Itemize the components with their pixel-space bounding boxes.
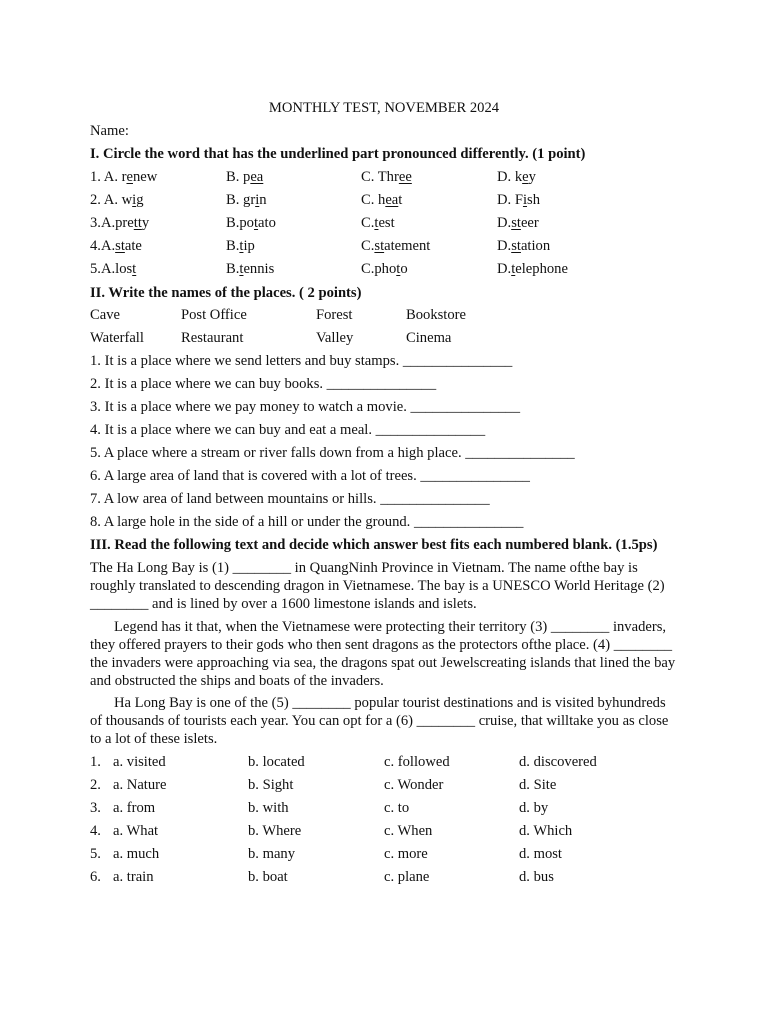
option-number: 4. <box>90 823 101 839</box>
underlined-part: i <box>522 192 528 208</box>
word-box-item: Cave <box>90 307 120 323</box>
answer-option: c. Wonder <box>384 777 444 793</box>
pronunciation-option: D.station <box>497 238 551 254</box>
pronunciation-option: C. Three <box>361 169 412 185</box>
section2-heading: II. Write the names of the places. ( 2 points) <box>90 285 362 301</box>
pronunciation-option: B.tip <box>226 238 255 254</box>
answer-option: b. boat <box>248 869 288 885</box>
option-number: 2. <box>90 777 101 793</box>
place-question: 1. It is a place where we send letters and buy stamps. _______________ <box>90 353 513 369</box>
word-box-item: Bookstore <box>406 307 466 323</box>
place-question: 8. A large hole in the side of a hill or under the ground. _______________ <box>90 514 524 530</box>
answer-option: a. visited <box>113 754 166 770</box>
word-box-item: Cinema <box>406 330 452 346</box>
underlined-part: t <box>239 261 244 277</box>
name-label: Name: <box>90 123 129 139</box>
answer-option: d. most <box>519 846 562 862</box>
answer-option: a. What <box>113 823 159 839</box>
answer-option: a. from <box>113 800 156 816</box>
underlined-part: t <box>511 261 516 277</box>
place-question: 7. A low area of land between mountains or hills. _______________ <box>90 491 490 507</box>
answer-option: c. followed <box>384 754 450 770</box>
pronunciation-option: 5.A.lost <box>90 261 137 277</box>
page-title: MONTHLY TEST, NOVEMBER 2024 <box>268 100 500 116</box>
underlined-part: st <box>511 215 521 231</box>
underlined-part: tt <box>133 215 142 231</box>
pronunciation-option: C. heat <box>361 192 403 208</box>
pronunciation-option: B.tennis <box>226 261 275 277</box>
pronunciation-option: C.photo <box>361 261 408 277</box>
underlined-part: ea <box>250 169 264 185</box>
pronunciation-option: 2. A. wig <box>90 192 144 208</box>
pronunciation-option: 4.A.state <box>90 238 142 254</box>
answer-option: a. much <box>113 846 160 862</box>
pronunciation-option: 3.A.pretty <box>90 215 150 231</box>
reading-paragraph: The Ha Long Bay is (1) ________ in QuangNinh Province in Vietnam. The name ofthe bay is roughly translated to descending dragon in Vietnamese. The bay is a UNESCO World Heritage (2) ________ and is lined by over a 1600 limestone islands and islets. <box>90 560 665 612</box>
answer-option: b. located <box>248 754 305 770</box>
underlined-part: st <box>511 238 521 254</box>
underlined-part: t <box>396 261 401 277</box>
pronunciation-option: D. Fish <box>497 192 540 208</box>
option-number: 1. <box>90 754 101 770</box>
underlined-part: t <box>239 238 244 254</box>
answer-option: d. Site <box>519 777 557 793</box>
underlined-part: ea <box>385 192 399 208</box>
underlined-part: e <box>126 169 133 185</box>
word-box-item: Post Office <box>181 307 247 323</box>
word-box-item: Valley <box>316 330 354 346</box>
underlined-part: i <box>132 192 137 208</box>
answer-option: d. bus <box>519 869 554 885</box>
answer-option: b. many <box>248 846 296 862</box>
section3-heading: III. Read the following text and decide which answer best fits each numbered blank. (1.5ps) <box>90 537 658 553</box>
reading-paragraph: Ha Long Bay is one of the (5) ________ popular tourist destinations and is visited byhundreds of thousands of tourists each year. You can opt for a (6) ________ cruise, that willtake you as close to a lot of these islets. <box>90 695 669 747</box>
underlined-part: t <box>253 215 259 231</box>
option-number: 6. <box>90 869 101 885</box>
option-number: 5. <box>90 846 101 862</box>
place-question: 5. A place where a stream or river falls down from a high place. _______________ <box>90 445 575 461</box>
option-number: 3. <box>90 800 101 816</box>
word-box-item: Forest <box>316 307 353 323</box>
pronunciation-option: B.potato <box>226 215 276 231</box>
place-question: 4. It is a place where we can buy and eat a meal. _______________ <box>90 422 486 438</box>
pronunciation-option: C.test <box>361 215 395 231</box>
answer-option: c. more <box>384 846 428 862</box>
pronunciation-option: D. key <box>497 169 536 185</box>
section1-heading: I. Circle the word that has the underlined part pronounced differently. (1 point) <box>90 146 586 162</box>
underlined-part: st <box>374 238 385 254</box>
place-question: 6. A large area of land that is covered with a lot of trees. _______________ <box>90 468 530 484</box>
pronunciation-option: C.statement <box>361 238 431 254</box>
underlined-part: e <box>522 169 529 185</box>
pronunciation-option: 1. A. renew <box>90 169 158 185</box>
answer-option: c. plane <box>384 869 430 885</box>
underlined-part: st <box>115 238 125 254</box>
answer-option: d. discovered <box>519 754 597 770</box>
underlined-part: i <box>255 192 260 208</box>
answer-option: c. When <box>384 823 433 839</box>
answer-option: b. Sight <box>248 777 294 793</box>
underlined-part: t <box>132 261 137 277</box>
answer-option: c. to <box>384 800 410 816</box>
pronunciation-option: D.telephone <box>497 261 568 277</box>
word-box-item: Waterfall <box>90 330 144 346</box>
answer-option: a. train <box>113 869 154 885</box>
answer-option: b. Where <box>248 823 302 839</box>
answer-option: d. by <box>519 800 549 816</box>
place-question: 2. It is a place where we can buy books. _______________ <box>90 376 437 392</box>
answer-option: d. Which <box>519 823 573 839</box>
answer-option: a. Nature <box>113 777 167 793</box>
answer-option: b. with <box>248 800 289 816</box>
underlined-part: ee <box>398 169 412 185</box>
word-box-item: Restaurant <box>181 330 244 346</box>
pronunciation-option: B. pea <box>226 169 264 185</box>
underlined-part: t <box>374 215 379 231</box>
place-question: 3. It is a place where we pay money to watch a movie. _______________ <box>90 399 520 415</box>
pronunciation-option: B. grin <box>226 192 267 208</box>
pronunciation-option: D.steer <box>497 215 539 231</box>
reading-paragraph: Legend has it that, when the Vietnamese were protecting their territory (3) ________ invaders, they offered prayers to their gods who then sent dragons as the protectors ofthe place. (4) ________ the invaders were approaching via sea, the dragons spat out Jewelscreating islands that lined the bay and obstructed the ships and boats of the invaders. <box>90 619 676 689</box>
